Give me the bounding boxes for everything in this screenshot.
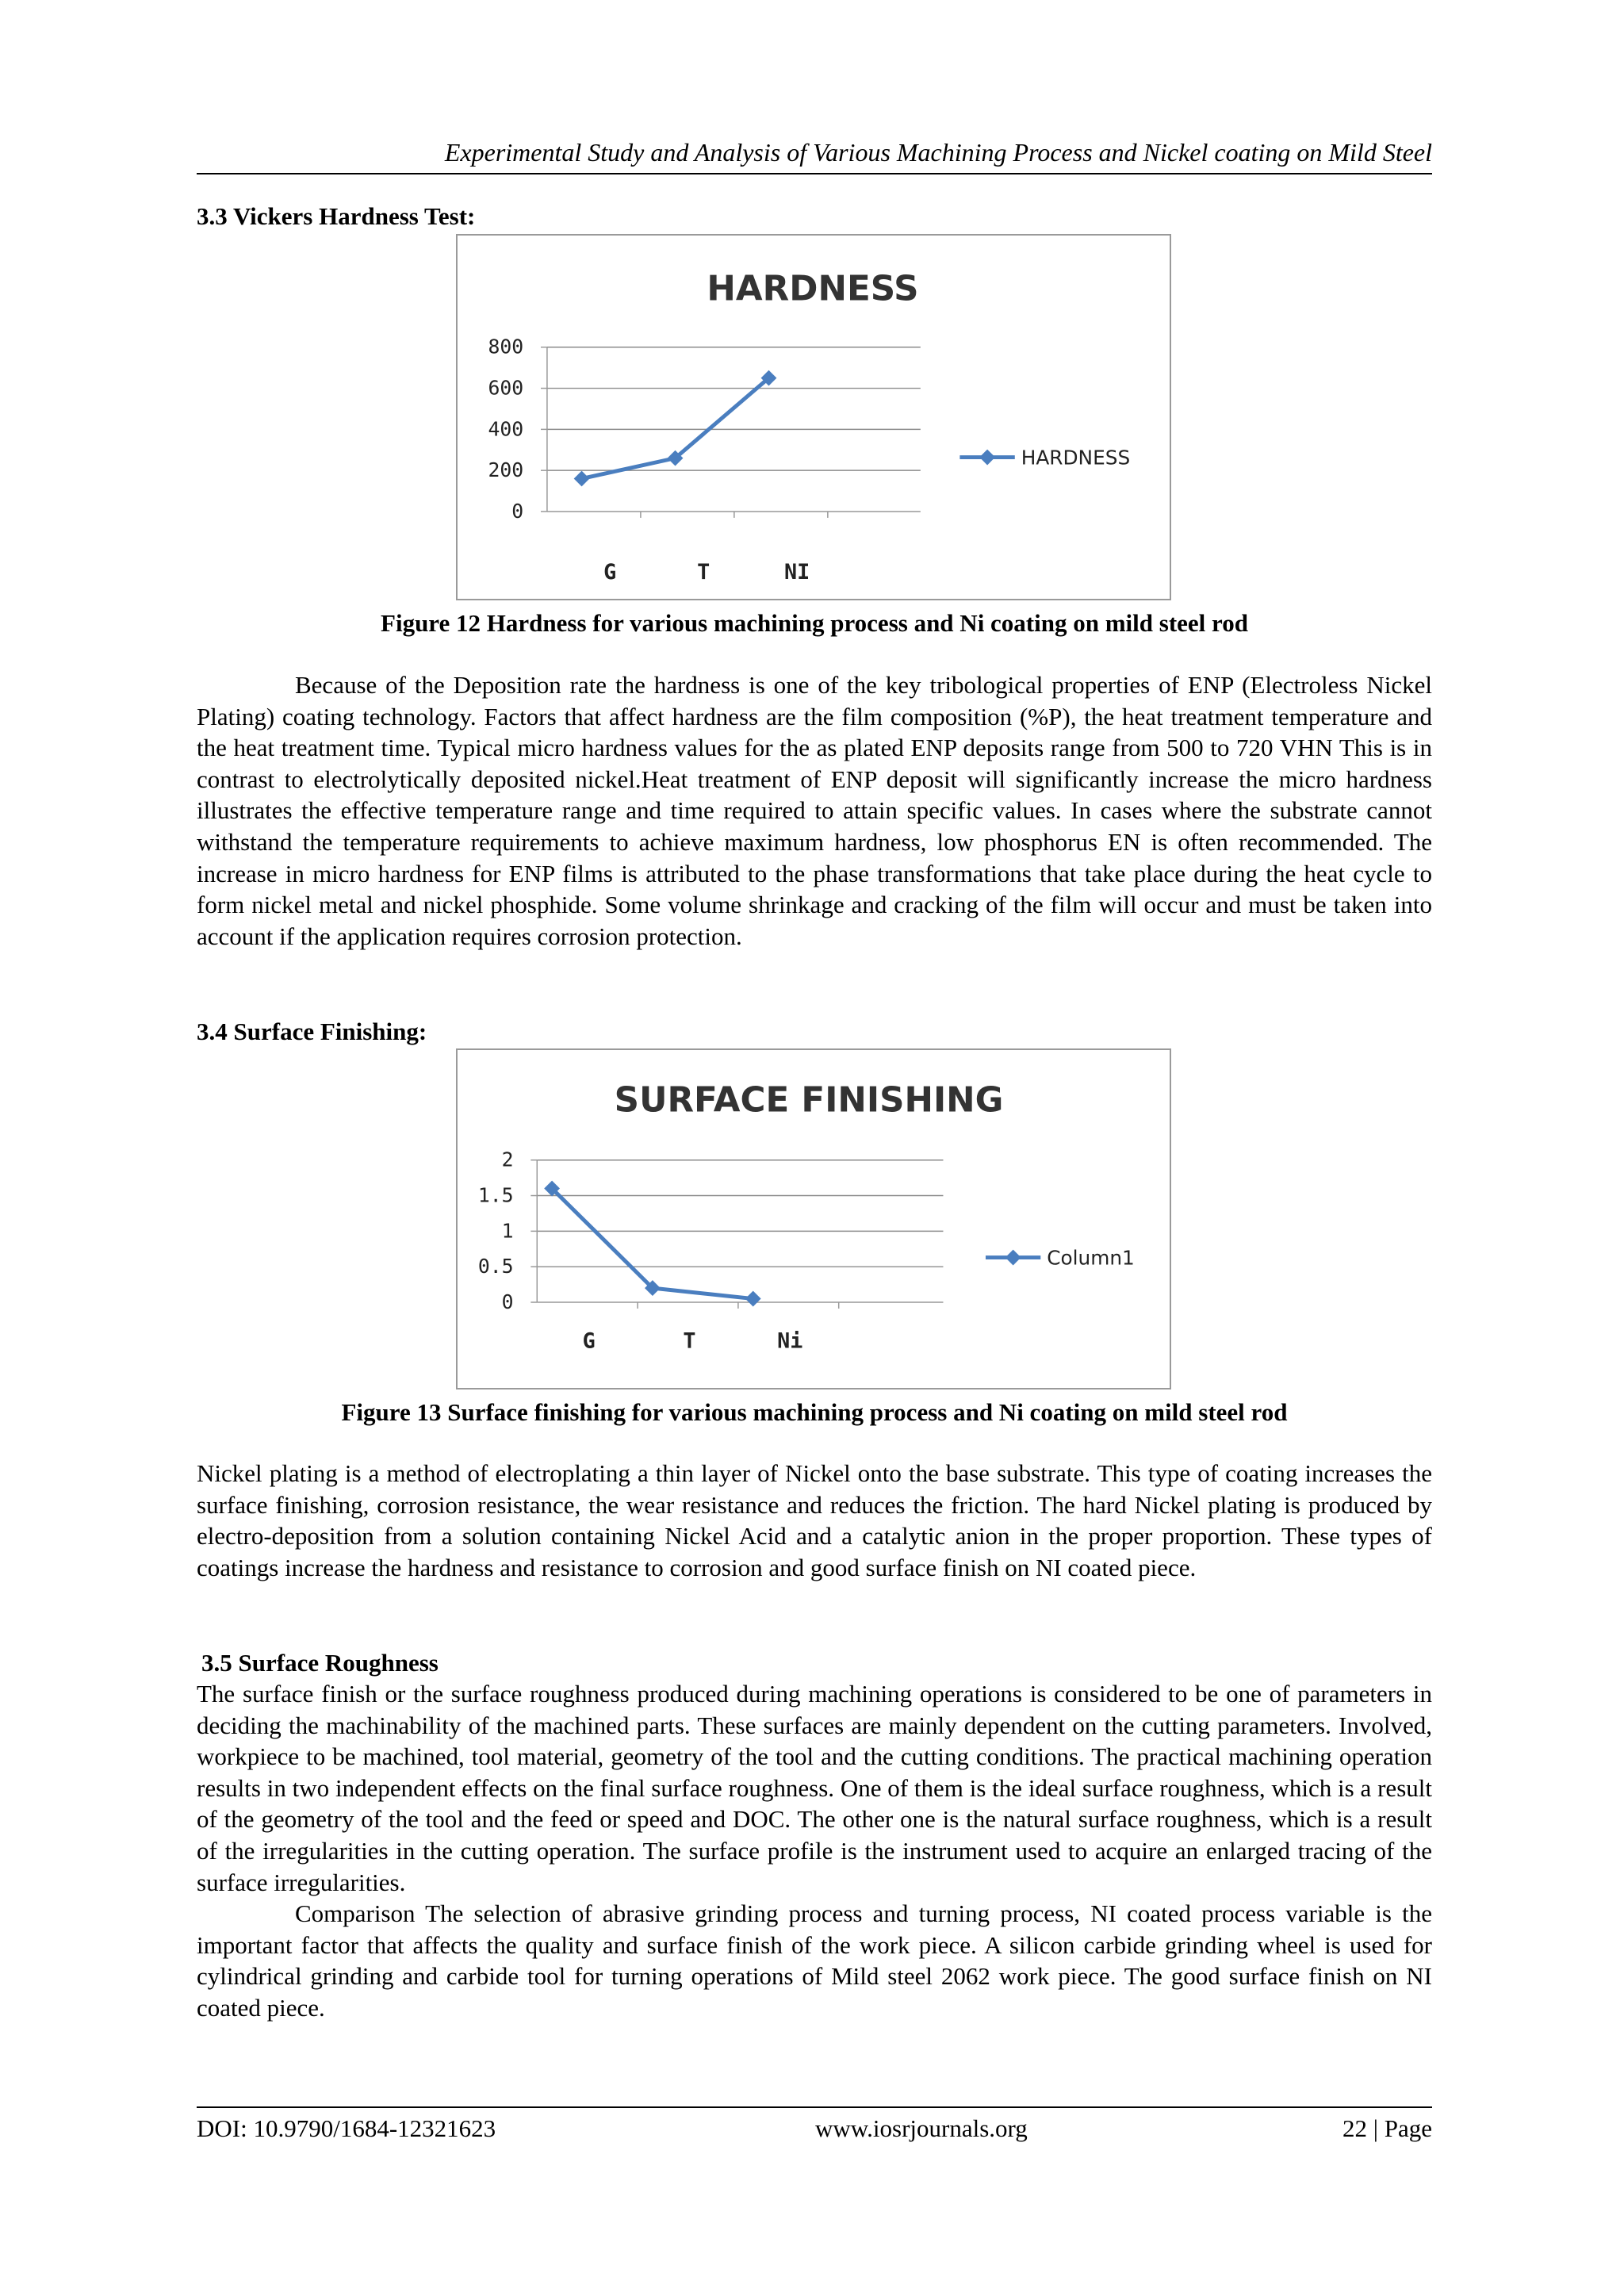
paragraph-hardness: Because of the Deposition rate the hardness is one of the key tribological properties of ENP (Electroless Nickel Plating) coating technology. Factors that affect hardness are the film composition (%P), the heat treatment temperature and the heat treatment time. Typical micro hardness values for the as plated ENP deposits range from 500 to 720 VHN This is in contrast to electrolytically deposited nickel.Heat treatment of ENP deposit will significantly increase the micro hardness illustrates the effective temperature range and time required to attain specific values. In cases where the substrate cannot withstand the temperature requirements to achieve maximum hardness, low phosphorus EN is often recommended. The increase in micro hardness for ENP films is attributed to the phase transformations that take place during the heat cycle to form nickel metal and nickel phosphide. Some volume shrinkage and cracking of the film will occur and must be taken into account if the application requires corrosion protection. [197,671,1432,950]
footer-page-number: 22 | Page [1342,2114,1432,2142]
y-tick-label: 200 [488,458,524,482]
y-tick-label: 2 [501,1148,514,1171]
chart-title: SURFACE FINISHING [614,1080,1004,1121]
data-point-marker [745,1291,761,1307]
footer-website: www.iosrjournals.org [815,2114,1028,2142]
y-tick-label: 0 [511,499,524,523]
x-category-label: G [582,1328,596,1354]
x-category-label: Ni [777,1328,803,1354]
x-category-label: T [697,560,710,585]
figure-12-hardness-chart [456,234,1171,600]
legend-marker [979,450,995,466]
y-tick-label: 1.5 [477,1183,514,1207]
paragraph-comparison: Comparison The selection of abrasive grinding process and turning process, NI coated process variable is the important factor that affects the quality and surface finish of the work piece. A silicon carbide grinding wheel is used for cylindrical grinding and carbide tool for turning operations of Mild steel 2062 work piece. The good surface finish on NI coated piece. [197,1899,1432,2022]
y-tick-label: 800 [488,335,524,358]
figure-12-caption: Figure 12 Hardness for various machining process and Ni coating on mild steel rod [381,609,1248,637]
x-category-label: G [603,560,617,585]
footer-rule [197,2106,1432,2108]
legend-label: HARDNESS [1021,446,1131,470]
footer-doi: DOI: 10.9790/1684-12321623 [197,2114,496,2142]
section-heading-3-5: 3.5 Surface Roughness [201,1649,439,1677]
data-point-marker [574,471,590,487]
figure-13-caption: Figure 13 Surface finishing for various machining process and Ni coating on mild steel rod [341,1398,1288,1426]
y-tick-label: 0.5 [477,1255,514,1278]
section-heading-3-3: 3.3 Vickers Hardness Test: [197,202,476,230]
chart-title: HARDNESS [707,269,919,309]
y-tick-label: 400 [488,417,524,441]
figure-13-surface-finishing-chart [456,1048,1171,1389]
section-heading-3-4: 3.4 Surface Finishing: [197,1018,427,1045]
surface-finishing-chart-svg [458,1050,1170,1388]
paragraph-nickel-plating: Nickel plating is a method of electroplating a thin layer of Nickel onto the base substrate. This type of coating increases the surface finishing, corrosion resistance, the wear resistance and reduces the friction. The hard Nickel plating is produced by electro-deposition from a solution containing Nickel Acid and a catalytic anion in the proper proportion. These types of coatings increase the hardness and resistance to corrosion and good surface finish on NI coated piece. [197,1459,1432,1581]
y-tick-label: 600 [488,376,524,400]
running-header: Experimental Study and Analysis of Various Machining Process and Nickel coating on Mild Steel [444,138,1432,167]
paragraph-surface-roughness: The surface finish or the surface roughness produced during machining operations is considered to be one of parameters in deciding the machinability of the machined parts. These surfaces are mainly dependent on the cutting parameters. Involved, workpiece to be machined, tool material, geometry of the tool and the cutting conditions. The practical machining operation results in two independent effects on the final surface roughness. One of them is the ideal surface roughness, which is a result of the geometry of the tool and the feed or speed and DOC. The other one is the natural surface roughness, which is a result of the irregularities in the cutting operation. The surface profile is the instrument used to acquire an enlarged tracing of the surface irregularities. [197,1680,1432,1896]
y-tick-label: 1 [501,1219,514,1243]
legend-label: Column1 [1047,1246,1135,1270]
x-category-label: NI [784,560,810,585]
y-tick-label: 0 [501,1290,514,1313]
header-rule [197,173,1432,174]
hardness-chart-svg [458,236,1170,599]
x-category-label: T [683,1328,696,1354]
legend-marker [1005,1250,1021,1266]
